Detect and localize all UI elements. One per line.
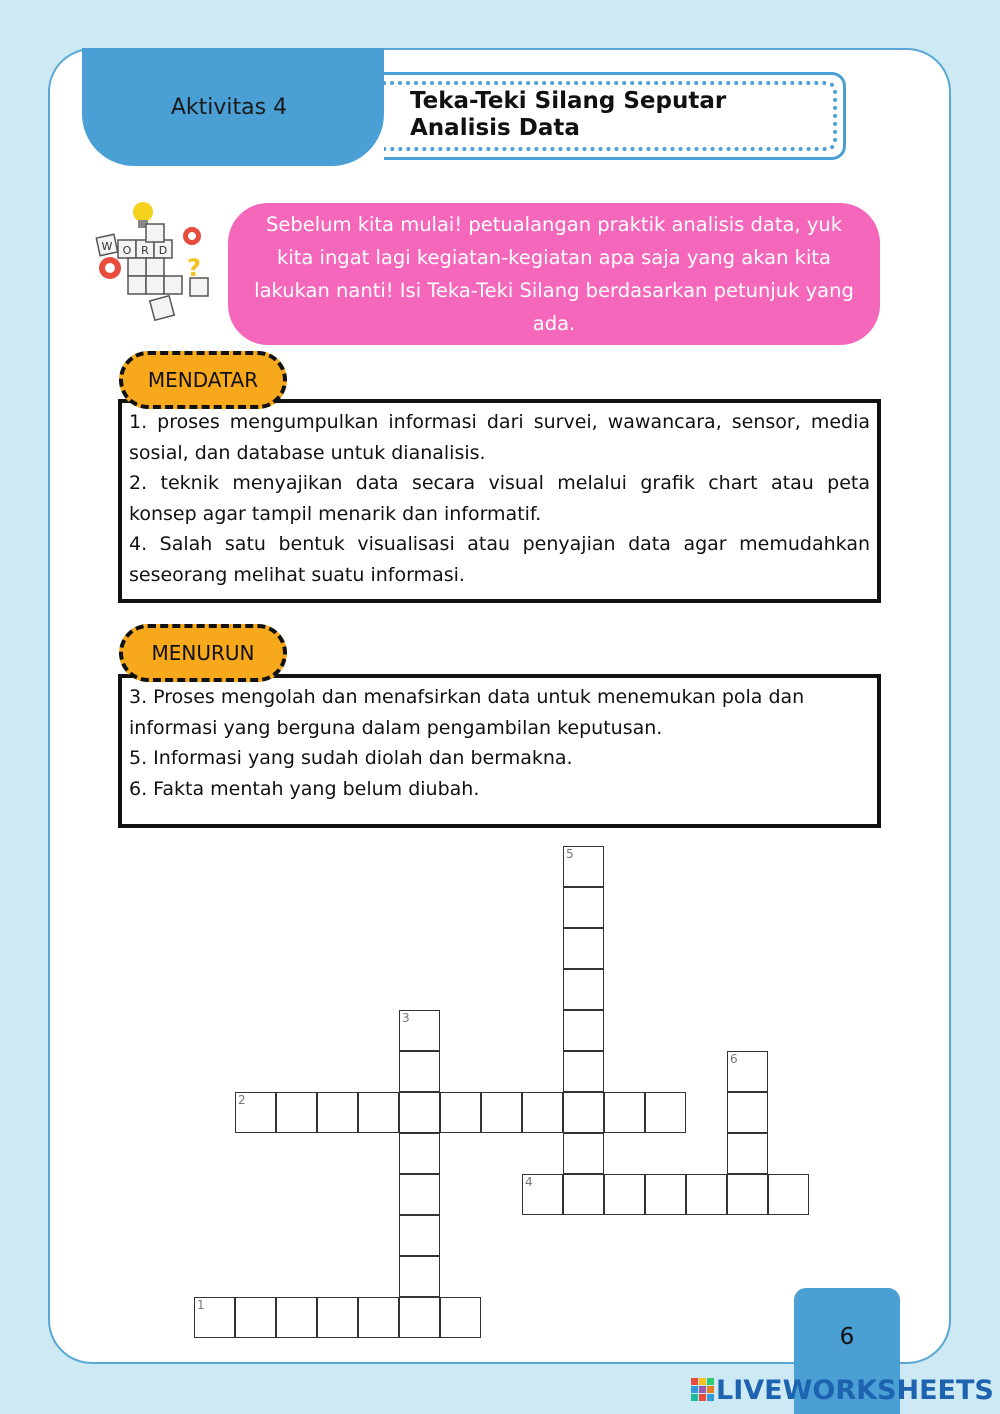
clue-number: 6 (730, 1052, 738, 1066)
tile-letter: W (101, 240, 113, 253)
crossword-cell[interactable] (358, 1092, 399, 1133)
crossword-cell[interactable] (563, 887, 604, 928)
clue-number: 4 (525, 1175, 533, 1189)
clue-down-3: 3. Proses mengolah dan menafsirkan data untuk menemukan pola dan informasi yang berguna dalam pengambilan keputusan. (129, 686, 805, 739)
title-line-2: Analisis Data (410, 115, 580, 141)
crossword-cell[interactable] (276, 1092, 317, 1133)
crossword-cell[interactable] (563, 846, 604, 887)
mendatar-clue-box (118, 399, 881, 603)
clue-across-1: 1. proses mengumpulkan informasi dari survei, wawancara, sensor, media sosial, dan database untuk dianalisis. (129, 411, 870, 464)
crossword-cell[interactable] (727, 1174, 768, 1215)
crossword-cell[interactable] (194, 1297, 235, 1338)
activity-label: Aktivitas 4 (170, 94, 288, 120)
clue-number: 1 (197, 1298, 205, 1312)
crossword-cell[interactable] (399, 1133, 440, 1174)
crossword-cell[interactable] (604, 1174, 645, 1215)
crossword-cell[interactable] (235, 1297, 276, 1338)
liveworksheets-icon (690, 1377, 716, 1403)
crossword-cell[interactable] (317, 1297, 358, 1338)
title-line-1: Teka-Teki Silang Seputar (410, 88, 727, 114)
crossword-cell[interactable] (645, 1092, 686, 1133)
clue-down-6: 6. Fakta mentah yang belum diubah. (129, 777, 480, 800)
crossword-cell[interactable] (481, 1092, 522, 1133)
crossword-cell[interactable] (399, 1256, 440, 1297)
brand-logo (690, 1374, 994, 1406)
crossword-cell[interactable] (235, 1092, 276, 1133)
question-mark-icon: ? (187, 254, 201, 282)
tile-letter: O (122, 244, 132, 257)
brand-name: LIVEWORKSHEETS (716, 1374, 994, 1406)
crossword-cell[interactable] (399, 1010, 440, 1051)
crossword-cell[interactable] (686, 1174, 727, 1215)
crossword-cell[interactable] (563, 969, 604, 1010)
crossword-cell[interactable] (768, 1174, 809, 1215)
crossword-cell[interactable] (440, 1092, 481, 1133)
crossword-cell[interactable] (440, 1297, 481, 1338)
crossword-cell[interactable] (563, 1092, 604, 1133)
crossword-cell[interactable] (727, 1092, 768, 1133)
intro-bubble: Sebelum kita mulai! petualangan praktik analisis data, yuk kita ingat lagi kegiatan-kegiatan apa saja yang akan kita lakukan nanti! Isi Teka-Teki Silang berdasarkan petunjuk yang ada. (228, 203, 880, 345)
clue-number: 3 (402, 1011, 410, 1025)
crossword-cell[interactable] (563, 1133, 604, 1174)
crossword-cell[interactable] (727, 1051, 768, 1092)
page-number: 6 (839, 1324, 855, 1350)
tile-letter: D (158, 244, 168, 257)
crossword-cell[interactable] (358, 1297, 399, 1338)
crossword-cell[interactable] (645, 1174, 686, 1215)
clue-across-2: 2. teknik menyajikan data secara visual melalui grafik chart atau peta konsep agar tampil menarik dan informatif. (129, 472, 870, 525)
page-title (410, 88, 830, 142)
crossword-cell[interactable] (399, 1174, 440, 1215)
crossword-cell[interactable] (604, 1092, 645, 1133)
mendatar-label: MENDATAR (119, 351, 287, 409)
crossword-cell[interactable] (399, 1215, 440, 1256)
crossword-cell[interactable] (399, 1051, 440, 1092)
clue-down-5: 5. Informasi yang sudah diolah dan bermakna. (129, 747, 573, 769)
menurun-clue-box (118, 674, 881, 828)
crossword-cell[interactable] (317, 1092, 358, 1133)
crossword-cell[interactable] (522, 1092, 563, 1133)
tile-letter: R (141, 244, 149, 257)
clue-number: 5 (566, 847, 574, 861)
crossword-cell[interactable] (276, 1297, 317, 1338)
crossword-cell[interactable] (399, 1297, 440, 1338)
crossword-cell[interactable] (563, 1051, 604, 1092)
crossword-clipart (94, 200, 216, 324)
clue-across-4: 4. Salah satu bentuk visualisasi atau penyajian data agar memudahkan seseorang melihat suatu informasi. (129, 533, 870, 586)
crossword-cell[interactable] (399, 1092, 440, 1133)
crossword-cell[interactable] (563, 1174, 604, 1215)
crossword-cell[interactable] (522, 1174, 563, 1215)
crossword-cell[interactable] (563, 928, 604, 969)
crossword-cell[interactable] (727, 1133, 768, 1174)
crossword-cell[interactable] (563, 1010, 604, 1051)
menurun-label: MENURUN (119, 624, 287, 682)
activity-tab (82, 48, 384, 166)
clue-number: 2 (238, 1093, 246, 1107)
